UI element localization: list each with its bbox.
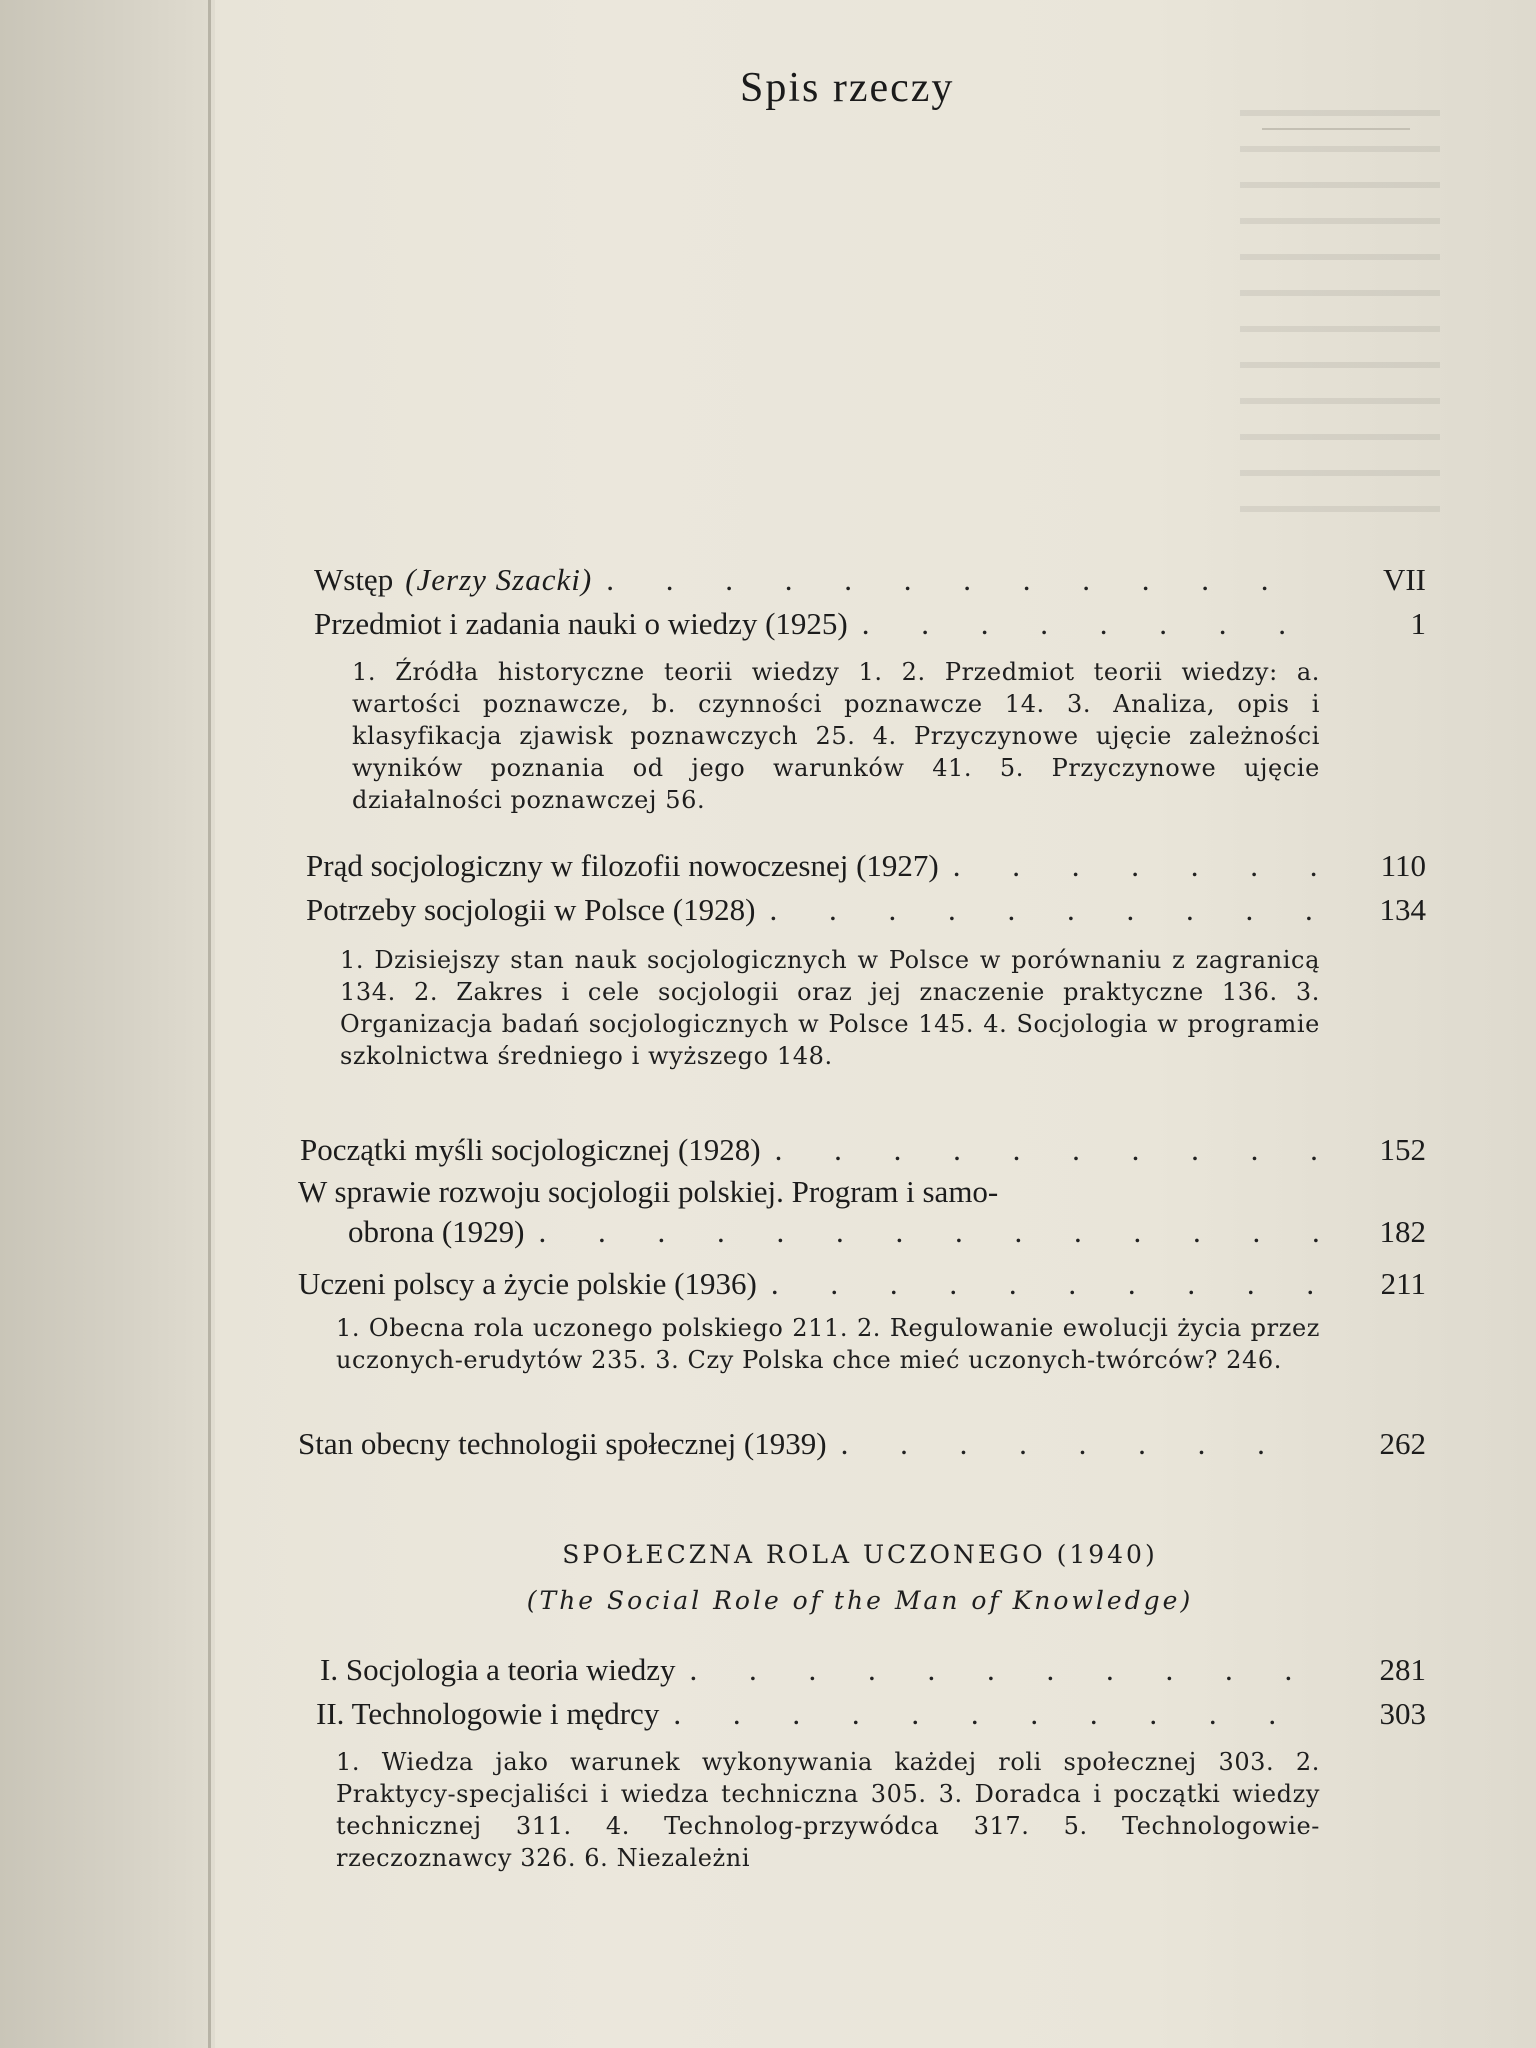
toc-entry-title-line1: W sprawie rozwoju socjologii polskiej. Program i samo- — [298, 1174, 999, 1209]
leader-dots — [862, 604, 1318, 644]
toc-chapter-title: II. Technologowie i mędrcy — [316, 1696, 660, 1731]
toc-entry-title: Przedmiot i zadania nauki o wiedzy (1925) — [314, 606, 848, 641]
toc-entry-title: Prąd socjologiczny w filozofii nowoczesnej (1927) — [306, 848, 939, 883]
toc-entry — [298, 1264, 1426, 1304]
show-through-text — [1240, 110, 1440, 530]
toc-entry — [298, 1424, 1426, 1464]
toc-entry-title-line2: obrona (1929) — [348, 1214, 525, 1249]
toc-entry-page: 182 — [1379, 1214, 1426, 1249]
leader-dots — [771, 1264, 1318, 1304]
toc-entry-title: Stan obecny technologii społecznej (1939) — [298, 1426, 827, 1461]
toc-entry — [306, 890, 1426, 930]
toc-entry — [314, 604, 1426, 644]
page-title: Spis rzeczy — [740, 65, 955, 111]
leader-dots — [690, 1650, 1318, 1690]
leader-dots — [841, 1424, 1318, 1464]
toc-entry-page: 110 — [1380, 848, 1426, 883]
leader-dots — [953, 846, 1318, 886]
toc-entry-page: VII — [1382, 562, 1426, 597]
toc-entry-wstep — [314, 560, 1426, 600]
toc-entry-subsections: 1. Dzisiejszy stan nauk socjologicznych w Polsce w porównaniu z zagranicą 134. 2. Zakres i cele socjologii oraz jej znaczenie praktyczne 136. 3. Organizacja badań socjologicznych w Polsce 145. 4. Socjologia w programie szkolnictwa średniego i wyższego 148. — [340, 946, 1320, 1070]
leader-dots — [775, 1130, 1318, 1170]
toc-chapter — [320, 1650, 1426, 1690]
gutter-shadow — [208, 0, 211, 2048]
toc-entry-page: 134 — [1379, 892, 1426, 927]
toc-entry-title: Wstęp — [314, 562, 394, 597]
leader-dots — [769, 890, 1318, 930]
leader-dots — [673, 1694, 1318, 1734]
toc-entry-title: Początki myśli socjologicznej (1928) — [300, 1132, 761, 1167]
toc-chapter — [316, 1694, 1426, 1734]
leader-dots — [538, 1212, 1318, 1252]
toc-chapter-page: 281 — [1379, 1652, 1426, 1687]
toc-chapter-page: 303 — [1379, 1696, 1426, 1731]
toc-entry — [300, 1130, 1426, 1170]
leader-dots — [606, 560, 1318, 600]
section-subtitle: (The Social Role of the Man of Knowledge) — [526, 1586, 1194, 1615]
toc-entry-page: 1 — [1410, 606, 1426, 641]
toc-entry-title: Potrzeby socjologii w Polsce (1928) — [306, 892, 756, 927]
toc-chapter-title: I. Socjologia a teoria wiedzy — [320, 1652, 676, 1687]
toc-entry-title: Uczeni polscy a życie polskie (1936) — [298, 1266, 757, 1301]
toc-entry-page: 262 — [1379, 1426, 1426, 1461]
toc-entry — [306, 846, 1426, 886]
toc-entry-subsections: 1. Źródła historyczne teorii wiedzy 1. 2. Przedmiot teorii wiedzy: a. wartości poznawcze, b. czynności poznawcze 14. 3. Analiza, opis i klasyfikacja zjawisk poznawczych 25. 4. Przyczynowe ujęcie zależności wyników poznania od jego warunków 41. 5. Przyczynowe ujęcie działalności poznawczej 56. — [352, 658, 1320, 814]
toc-entry — [298, 1172, 1426, 1252]
toc-entry-page: 211 — [1380, 1266, 1426, 1301]
toc-entry-page: 152 — [1379, 1132, 1426, 1167]
page-gutter — [0, 0, 215, 2048]
show-through-rule — [1262, 128, 1410, 130]
toc-entry-subsections: 1. Obecna rola uczonego polskiego 211. 2. Regulowanie ewolucji życia przez uczonych-erudytów 235. 3. Czy Polska chce mieć uczonych-twórców? 246. — [336, 1314, 1320, 1374]
section-heading: SPOŁECZNA ROLA UCZONEGO (1940) — [562, 1540, 1158, 1569]
toc-entry-author: (Jerzy Szacki) — [405, 562, 593, 597]
toc-chapter-subsections: 1. Wiedza jako warunek wykonywania każdej roli społecznej 303. 2. Praktycy-specjaliści i wiedza techniczna 305. 3. Doradca i początki wiedzy technicznej 311. 4. Technolog-przywódca 317. 5. Technologowie-rzeczoznawcy 326. 6. Niezależni — [336, 1748, 1320, 1872]
